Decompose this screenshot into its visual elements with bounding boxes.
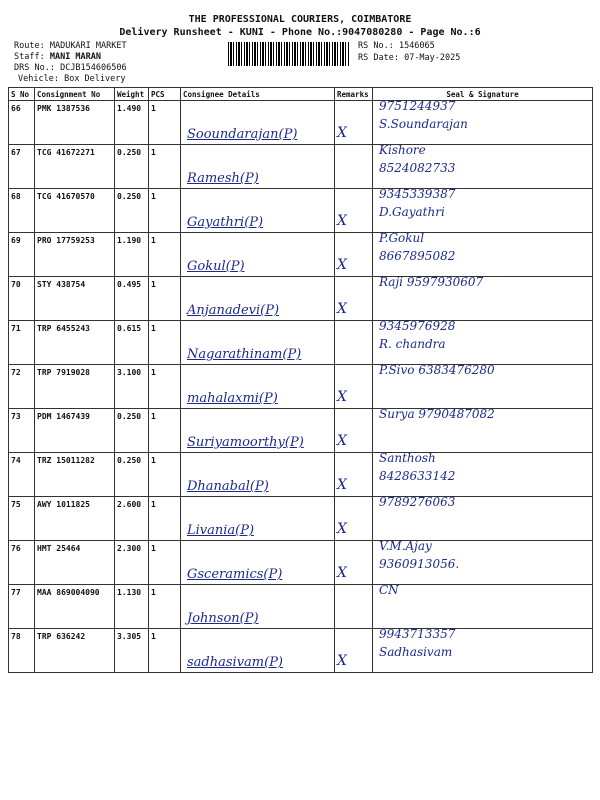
cell-remarks: [335, 277, 373, 321]
cell-consignee: [181, 453, 335, 497]
cell-sno: 70: [9, 277, 35, 321]
table-row: [9, 189, 593, 233]
consignee-handwriting: Livania(P): [187, 523, 255, 538]
cell-remarks: [335, 233, 373, 277]
cell-weight: 0.495: [115, 277, 149, 321]
cell-consignee: [181, 409, 335, 453]
cell-signature: [373, 189, 593, 233]
consignee-handwriting: Ramesh(P): [187, 171, 259, 186]
cell-consignee: [181, 277, 335, 321]
cell-consignment-no: TCG 41670570: [35, 189, 115, 233]
rs-no-line: [358, 41, 435, 51]
table-row: [9, 497, 593, 541]
route-value: MADUKARI MARKET: [49, 41, 127, 51]
consignee-handwriting: mahalaxmi(P): [187, 391, 278, 406]
signature-line-2: S.Soundarajan: [379, 117, 468, 131]
table-row: [9, 277, 593, 321]
signature-line-2: D.Gayathri: [379, 205, 445, 219]
cell-sno: 74: [9, 453, 35, 497]
cell-remarks: [335, 409, 373, 453]
table-row: [9, 321, 593, 365]
cell-consignee: [181, 541, 335, 585]
signature-line-1: 9345976928: [379, 319, 456, 333]
consignee-handwriting: Johnson(P): [187, 611, 259, 626]
cell-consignment-no: PRO 17759253: [35, 233, 115, 277]
rs-date-value: 07-May-2025: [404, 53, 461, 63]
drs-label: DRS No.:: [14, 63, 55, 73]
signature-line-1: 9751244937: [379, 99, 456, 113]
cell-signature: [373, 453, 593, 497]
signature-line-2: 9360913056.: [379, 557, 460, 571]
remark-mark: X: [337, 257, 347, 273]
cell-weight: 0.250: [115, 189, 149, 233]
consignee-handwriting: Gsceramics(P): [187, 567, 283, 582]
rs-no-label: RS No.:: [358, 41, 394, 51]
cell-signature: [373, 321, 593, 365]
cell-signature: [373, 629, 593, 673]
cell-consignee: [181, 585, 335, 629]
table-row: [9, 585, 593, 629]
cell-signature: [373, 497, 593, 541]
cell-consignee: [181, 233, 335, 277]
cell-pcs: 1: [149, 497, 181, 541]
cell-remarks: [335, 629, 373, 673]
cell-weight: 2.300: [115, 541, 149, 585]
cell-weight: 0.250: [115, 409, 149, 453]
cell-pcs: 1: [149, 101, 181, 145]
consignee-handwriting: Suriyamoorthy(P): [187, 435, 304, 450]
consignee-handwriting: Gayathri(P): [187, 215, 264, 230]
signature-line-1: P.Sivo 6383476280: [379, 363, 495, 377]
cell-pcs: 1: [149, 233, 181, 277]
cell-consignee: [181, 189, 335, 233]
cell-consignee: [181, 497, 335, 541]
cell-pcs: 1: [149, 145, 181, 189]
cell-sno: 76: [9, 541, 35, 585]
signature-line-2: 8524082733: [379, 161, 456, 175]
cell-remarks: [335, 101, 373, 145]
cell-weight: 1.190: [115, 233, 149, 277]
cell-pcs: 1: [149, 365, 181, 409]
signature-line-1: 9345339387: [379, 187, 456, 201]
cell-signature: [373, 585, 593, 629]
cell-weight: 3.100: [115, 365, 149, 409]
cell-signature: [373, 277, 593, 321]
signature-line-1: CN: [379, 583, 399, 597]
staff-line: [14, 52, 101, 62]
cell-weight: 1.490: [115, 101, 149, 145]
cell-remarks: [335, 585, 373, 629]
cell-consignee: [181, 365, 335, 409]
cell-signature: [373, 233, 593, 277]
cell-weight: 1.130: [115, 585, 149, 629]
cell-consignment-no: TRP 636242: [35, 629, 115, 673]
cell-weight: 2.600: [115, 497, 149, 541]
cell-pcs: 1: [149, 409, 181, 453]
company-title: THE PROFESSIONAL COURIERS, COIMBATORE: [188, 14, 412, 25]
runsheet-subtitle: Delivery Runsheet - KUNI - Phone No.:9047080280 - Page No.:6: [119, 27, 481, 38]
cell-signature: [373, 365, 593, 409]
drs-value: DCJB154606506: [60, 63, 127, 73]
signature-line-1: V.M.Ajay: [379, 539, 432, 553]
table-row: [9, 365, 593, 409]
cell-consignment-no: TRP 6455243: [35, 321, 115, 365]
rs-date-line: [358, 53, 460, 63]
signature-line-2: Sadhasivam: [379, 645, 453, 659]
cell-weight: 0.250: [115, 453, 149, 497]
cell-weight: 0.250: [115, 145, 149, 189]
cell-pcs: 1: [149, 541, 181, 585]
remark-mark: X: [337, 213, 347, 229]
cell-pcs: 1: [149, 453, 181, 497]
vehicle-label: Vehicle:: [18, 74, 59, 84]
table-row: [9, 629, 593, 673]
table-row: [9, 101, 593, 145]
cell-sno: 75: [9, 497, 35, 541]
table-row: [9, 409, 593, 453]
col-header-sno: S No: [9, 88, 35, 101]
cell-sno: 68: [9, 189, 35, 233]
cell-signature: [373, 145, 593, 189]
route-label: Route:: [14, 41, 45, 51]
route-line: [14, 41, 127, 51]
cell-pcs: 1: [149, 629, 181, 673]
cell-sno: 73: [9, 409, 35, 453]
consignee-handwriting: Anjanadevi(P): [187, 303, 280, 318]
vehicle-value: Box Delivery: [64, 74, 126, 84]
table-row: [9, 453, 593, 497]
remark-mark: X: [337, 565, 347, 581]
table-row: [9, 541, 593, 585]
cell-remarks: [335, 453, 373, 497]
cell-remarks: [335, 497, 373, 541]
remark-mark: X: [337, 389, 347, 405]
cell-signature: [373, 541, 593, 585]
staff-value: MANI MARAN: [49, 52, 102, 62]
col-header-consignment: Consignment No: [35, 88, 115, 101]
signature-line-1: 9943713357: [379, 627, 456, 641]
vehicle-line: [18, 74, 126, 84]
cell-consignment-no: TRZ 15011282: [35, 453, 115, 497]
signature-line-2: 8428633142: [379, 469, 456, 483]
cell-remarks: [335, 145, 373, 189]
table-header-row: [9, 88, 593, 101]
cell-consignment-no: STY 438754: [35, 277, 115, 321]
cell-sno: 67: [9, 145, 35, 189]
consignee-handwriting: Gokul(P): [187, 259, 245, 274]
consignee-handwriting: sadhasivam(P): [187, 655, 284, 670]
cell-consignment-no: MAA 869004090: [35, 585, 115, 629]
staff-label: Staff:: [14, 52, 45, 62]
cell-sno: 78: [9, 629, 35, 673]
cell-pcs: 1: [149, 321, 181, 365]
consignee-handwriting: Nagarathinam(P): [187, 347, 302, 362]
cell-remarks: [335, 541, 373, 585]
signature-line-1: P.Gokul: [379, 231, 425, 245]
cell-remarks: [335, 321, 373, 365]
cell-pcs: 1: [149, 277, 181, 321]
cell-consignee: [181, 145, 335, 189]
cell-sno: 69: [9, 233, 35, 277]
col-header-consignee: Consignee Details: [181, 88, 335, 101]
cell-remarks: [335, 365, 373, 409]
cell-weight: 3.305: [115, 629, 149, 673]
signature-line-1: Surya 9790487082: [379, 407, 495, 421]
cell-remarks: [335, 189, 373, 233]
signature-line-1: Kishore: [379, 143, 426, 157]
cell-sno: 66: [9, 101, 35, 145]
cell-consignee: [181, 101, 335, 145]
cell-sno: 71: [9, 321, 35, 365]
col-header-signature: Seal & Signature: [373, 88, 593, 101]
signature-line-1: Santhosh: [379, 451, 436, 465]
cell-consignee: [181, 321, 335, 365]
remark-mark: X: [337, 125, 347, 141]
signature-line-2: R. chandra: [379, 337, 446, 351]
remark-mark: X: [337, 301, 347, 317]
remark-mark: X: [337, 477, 347, 493]
cell-pcs: 1: [149, 189, 181, 233]
cell-sno: 72: [9, 365, 35, 409]
rs-no-value: 1546065: [398, 41, 435, 51]
consignee-handwriting: Dhanabal(P): [187, 479, 269, 494]
col-header-weight: Weight: [115, 88, 149, 101]
table-row: [9, 145, 593, 189]
cell-consignment-no: PMK 1387536: [35, 101, 115, 145]
col-header-remarks: Remarks: [335, 88, 373, 101]
remark-mark: X: [337, 653, 347, 669]
consignee-handwriting: Sooundarajan(P): [187, 127, 298, 142]
cell-sno: 77: [9, 585, 35, 629]
cell-consignment-no: AWY 1011825: [35, 497, 115, 541]
signature-line-2: 8667895082: [379, 249, 456, 263]
cell-signature: [373, 409, 593, 453]
cell-consignee: [181, 629, 335, 673]
cell-signature: [373, 101, 593, 145]
cell-consignment-no: TRP 7919028: [35, 365, 115, 409]
cell-consignment-no: PDM 1467439: [35, 409, 115, 453]
rs-date-label: RS Date:: [358, 53, 399, 63]
remark-mark: X: [337, 433, 347, 449]
signature-line-1: Raji 9597930607: [379, 275, 484, 289]
cell-consignment-no: HMT 25464: [35, 541, 115, 585]
remark-mark: X: [337, 521, 347, 537]
cell-weight: 0.615: [115, 321, 149, 365]
drs-line: [14, 63, 127, 73]
table-row: [9, 233, 593, 277]
runsheet-table: [8, 87, 593, 673]
signature-line-1: 9789276063: [379, 495, 456, 509]
cell-pcs: 1: [149, 585, 181, 629]
col-header-pcs: PCS: [149, 88, 181, 101]
cell-consignment-no: TCG 41672271: [35, 145, 115, 189]
barcode: [228, 42, 350, 66]
